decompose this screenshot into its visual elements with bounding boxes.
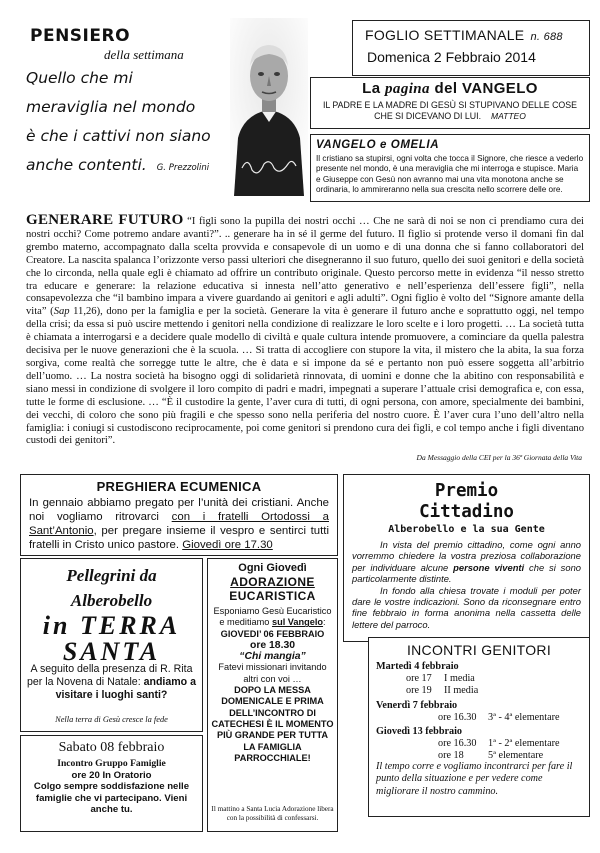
adorazione-footer: Il mattino a Santa Lucia Adorazione libera con la possibilità di confessarsi. xyxy=(211,805,334,822)
incontri-day: Giovedì 13 febbraio xyxy=(376,726,463,738)
incontri-class: 3ª - 4ª elementare xyxy=(488,711,560,723)
incontri-class: I media xyxy=(444,673,475,685)
premio-highlight: persone viventi xyxy=(453,561,525,573)
foglio-number: n. 688 xyxy=(530,31,563,43)
adorazione-title-1: ADORAZIONE xyxy=(230,575,315,589)
generare-title: GENERARE FUTURO xyxy=(26,212,184,228)
preghiera-underlined: con i fratelli Ortodossi a Sant’Antonio xyxy=(29,511,329,537)
adorazione-intro-end: : xyxy=(323,617,326,628)
pellegrini-title-2: Alberobello xyxy=(70,591,153,610)
pellegrini-text xyxy=(25,663,198,701)
incontri-title: INCONTRI GENITORI xyxy=(406,642,552,658)
pellegrini-text-plain: A seguito della presenza di R. Rita per la Novena di Natale: xyxy=(26,663,193,688)
incontri-footer: Il tempo corre e vogliamo incontrarci per fare il punto della situazione e per vedere come migliorare il nostro cammino. xyxy=(376,761,573,797)
incontri-class: 1ª - 2ª elementare xyxy=(488,738,560,750)
generare-ref: Sap xyxy=(53,306,70,318)
premio-paragraph-1 xyxy=(352,539,581,585)
incontri-class: 5ª elementare xyxy=(488,750,544,762)
preghiera-text-2: , per pregare insieme il vespro e sentirci tutti fratelli in Cristo unico pastore. xyxy=(29,525,329,551)
premio-text xyxy=(352,539,581,630)
premio-title-1: Premio xyxy=(434,481,499,501)
sabato-line-3: Colgo sempre soddisfazione nelle famiglie che vi partecipano. Vieni anche tu. xyxy=(33,781,190,816)
adorazione-title-2: EUCARISTICA xyxy=(229,589,316,603)
preghiera-text xyxy=(29,496,329,552)
vangelo-box xyxy=(310,77,590,129)
vangelo-text xyxy=(317,100,583,122)
incontri-day: Martedì 4 febbraio xyxy=(376,661,459,672)
incontri-time: ore 18 xyxy=(438,750,464,762)
incontri-time: ore 17 xyxy=(406,673,432,685)
incontri-day: Venerdì 7 febbraio xyxy=(376,699,458,711)
pellegrini-footer: Nella terra di Gesù cresce la fede xyxy=(55,715,168,724)
premio-text-2: che si sono particolarmente distinte. xyxy=(352,561,581,585)
preghiera-ecumenica-box xyxy=(20,474,338,556)
adorazione-date: GIOVEDI’ 06 FEBBRAIO xyxy=(220,628,325,639)
adorazione-kicker: Ogni Giovedì xyxy=(238,562,307,574)
generare-text-1: “I figli sono la pupilla dei nostri occhi … Che ne sarà di noi se non ci prendiamo cura dei nostri occhi? Come potremo andare avanti?”. .. generare ha in sé il germe del futuro. Il figlio si protende verso il domani fin dal grembo materno, accompagnato dalla scelta provvida e consapevole di un uomo e di una donna che si fanno collaboratori del Creatore. La nascita spalanca l’orizzonte verso passi ulteriori che disegneranno il suo futuro, quello dei suoi genitori e della società che lo circonda, nella quale egli è chiamato ad offrire un contributo originale. Questo percorso mette in evidenza “il nesso stretto tra educare e generare: la relazione educativa si innesta nell’atto generativo e nell’esperienza dell’essere figli”, nella consapevolezza che “il bambino impara a vivere guardando ai genitori e agli adulti”. Ogni figlio è volto del “Signore amante della vita” ( xyxy=(26,216,584,318)
pensiero-section xyxy=(20,20,226,208)
preghiera-time: Giovedì ore 17.30 xyxy=(182,539,273,551)
incontri-schedule xyxy=(376,661,585,763)
adorazione-invite: Fatevi missionari invitando altri con voi … xyxy=(218,662,327,684)
vangelo-title xyxy=(311,80,589,98)
adorazione-time: ore 18.30 xyxy=(249,639,296,651)
incontri-time: ore 16.30 xyxy=(438,738,477,750)
incontri-row xyxy=(376,712,585,724)
foglio-title: FOGLIO SETTIMANALE xyxy=(365,27,525,43)
foglio-header xyxy=(352,20,590,76)
pellegrini-title-3: in TERRA xyxy=(42,611,181,640)
premio-title-2: Cittadino xyxy=(419,502,514,522)
sabato-title: Sabato 08 febbraio xyxy=(58,740,165,755)
portrait-image xyxy=(230,18,308,196)
generare-body xyxy=(26,214,584,448)
incontri-time: ore 19 xyxy=(406,685,432,697)
adorazione-intro-bold: sul Vangelo xyxy=(271,617,324,628)
omelia-text: Il cristiano sa stupirsi, ogni volta che tocca il Signore, che riesce a vederlo presente nel mondo, è una meraviglia che mi interroga e stupisce. Maria e Giuseppe con Gesù non avranno mai una vita monotona anche se ordinaria, lo ammireranno nella sua crescita nello scorrere delle ore. xyxy=(316,154,584,194)
adorazione-dopo: DOPO LA MESSA DOMENICALE E PRIMA DELL’INCONTRO DI CATECHESI È IL MOMENTO PIÙ GRANDE PER TUTTA LA FAMIGLIA PARROCCHIALE! xyxy=(211,685,334,763)
pensiero-quote xyxy=(26,64,226,183)
premio-cittadino-box xyxy=(343,474,590,642)
incontri-class: II media xyxy=(444,685,479,697)
pellegrini-box xyxy=(20,558,203,732)
vangelo-title-italic: pagina xyxy=(385,81,430,97)
pellegrini-title-4: SANTA xyxy=(62,637,161,666)
vangelo-source: MATTEO xyxy=(491,111,526,121)
adorazione-intro xyxy=(211,606,334,629)
sabato-line-2: ore 20 In Oratorio xyxy=(71,769,152,781)
sabato-text xyxy=(25,758,198,816)
adorazione-text xyxy=(211,606,334,764)
adorazione-box xyxy=(207,558,338,832)
vangelo-body: IL PADRE E LA MADRE DI GESÙ SI STUPIVANO DELLE COSE CHE SI DICEVANO DI LUI. xyxy=(322,100,578,121)
generare-futuro-article xyxy=(20,205,590,473)
pensiero-title: PENSIERO xyxy=(30,26,131,46)
pellegrini-text-bold: andiamo a visitare i luoghi santi? xyxy=(55,675,196,701)
quote-line: è che i cattivi non siano xyxy=(26,127,211,145)
quote-line: meraviglia nel mondo xyxy=(26,98,196,116)
omelia-box xyxy=(310,134,590,202)
vangelo-title-pre: La xyxy=(362,80,386,97)
incontri-genitori-box xyxy=(368,637,590,817)
preghiera-title: PREGHIERA ECUMENICA xyxy=(96,479,262,494)
pellegrini-title-1: Pellegrini da xyxy=(66,566,157,585)
sabato-box xyxy=(20,735,203,832)
adorazione-title xyxy=(208,575,337,603)
foglio-title-line xyxy=(365,27,563,43)
pellegrini-terra-santa xyxy=(21,613,202,665)
pellegrini-title xyxy=(21,563,202,613)
premio-paragraph-2: In fondo alla chiesa trovate i moduli per poter dare le vostre indicazioni. Sono da riconsegnare entro fine febbraio in forma anonima nella cassetta delle lettere del parroco. xyxy=(352,584,581,630)
incontri-row xyxy=(376,685,585,697)
premio-text-1: In vista del premio cittadino, come ogni anno vorremmo chiedere la vostra preziosa collaborazione per individuare alcune xyxy=(352,539,581,573)
incontri-row xyxy=(376,673,585,685)
omelia-title: VANGELO e OMELIA xyxy=(316,139,440,151)
quote-line xyxy=(26,151,226,183)
quote-line: Quello che mi xyxy=(26,69,133,87)
quote-line-last: anche contenti. xyxy=(26,156,147,174)
incontri-row xyxy=(376,738,585,750)
generare-source: Da Messaggio della CEI per la 36ª Giornata della Vita xyxy=(416,453,582,462)
priest-portrait xyxy=(230,18,308,196)
sabato-line-1: Incontro Gruppo Famiglie xyxy=(57,758,166,769)
preghiera-text-1: In gennaio abbiamo pregato per l’unità dei cristiani. Anche noi vogliamo ritrovarci xyxy=(29,497,329,523)
premio-subtitle: Alberobello e la sua Gente xyxy=(388,524,545,535)
adorazione-intro-text: Esponiamo Gesù Eucaristico e meditiamo xyxy=(213,606,332,628)
generare-text-2: 11,26), dono per la famiglia e per la società. Generare la vita è generare il futuro anche e soprattutto oggi, nel tempo della crisi; da essa si può uscire mettendo i genitori nella condizione di realizzare le loro scelte e i loro progetti. … La società tutta è chiamata a interrogarsi e a decidere quale modello di civiltà e quale cultura intende promuovere, a cominciare da quella palestra decisiva per le nuove generazioni che è la scuola. … Si tratta di accogliere con stupore la vita, il mistero che la abita, la sua forza sorgiva, come realtà che sorregge tutte le altre, che è data e si impone da sé e pertanto non può essere soggetta all’arbitrio dell’uomo. … La nostra società ha bisogno oggi di solidarietà rinnovata, di uomini e donne che la abitino con responsabilità e siano messi in condizione di svolgere il loro compito di padri e madri, impegnati a superare l’attuale crisi demografica e, con essa, tutte le forme di esclusione. … “È il custodire la gente, l’aver cura di tutti, di ogni persona, con amore, specialmente dei bambini, dei vecchi, di coloro che sono più fragili e che spesso sono nella periferia del nostro cuore. È l’aver cura l’uno dell’altro nella famiglia: i coniugi si custodiscono reciprocamente, poi come genitori si prendono cura dei figli, e col tempo anche i figli diventano custodi dei genitori”. xyxy=(26,306,585,447)
adorazione-theme: “Chi mangia” xyxy=(239,651,306,663)
vangelo-title-post: del VANGELO xyxy=(429,80,538,97)
pensiero-subtitle: della settimana xyxy=(104,47,184,62)
premio-title xyxy=(344,481,589,523)
pensiero-author: G. Prezzolini xyxy=(156,163,210,173)
foglio-date: Domenica 2 Febbraio 2014 xyxy=(367,49,536,65)
incontri-time: ore 16.30 xyxy=(438,711,477,723)
